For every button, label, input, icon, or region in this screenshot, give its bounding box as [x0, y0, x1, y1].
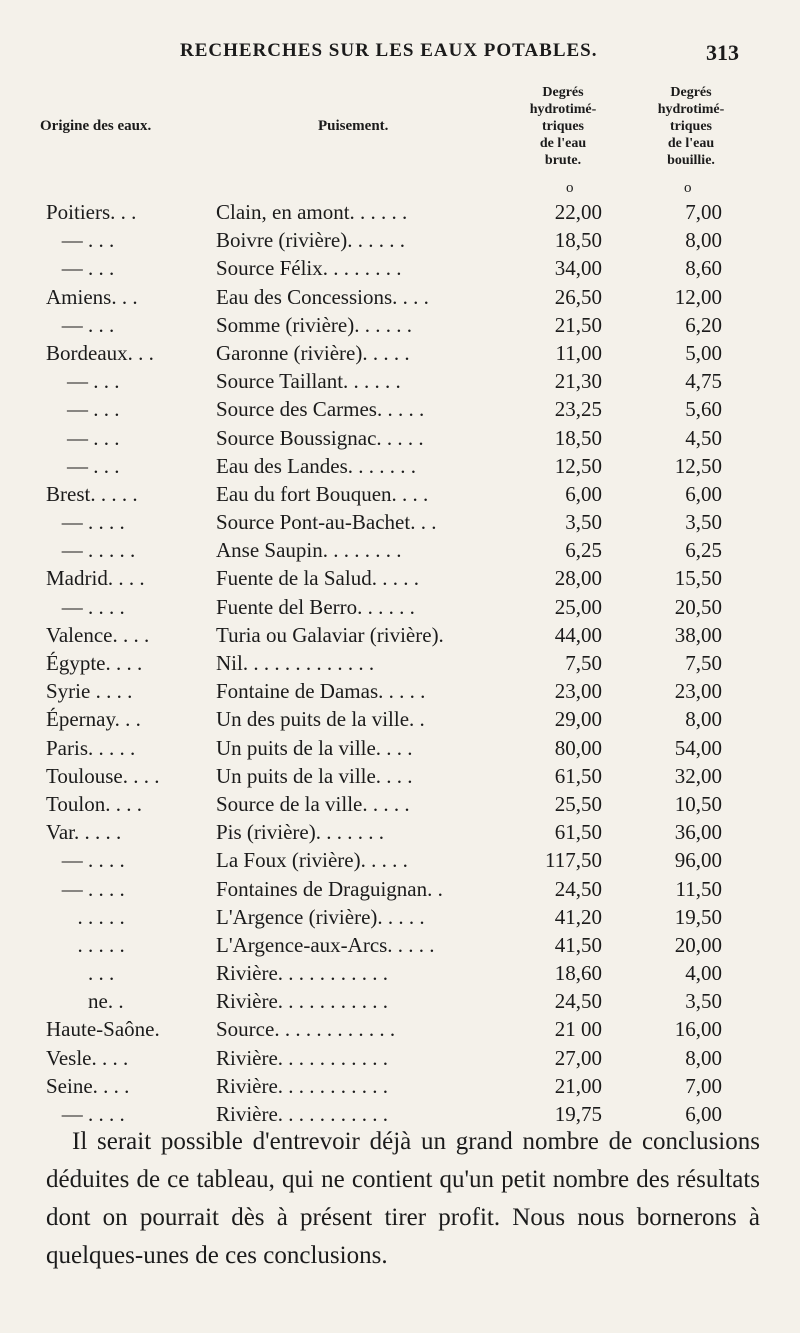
cell-bouillie: 20,00: [674, 932, 722, 957]
cell-origin: . . . . .: [46, 904, 125, 929]
cell-puisement: Source Boussignac. . . . .: [216, 425, 424, 450]
cell-puisement: Rivière. . . . . . . . . . .: [216, 1045, 389, 1070]
cell-bouillie: 4,50: [685, 425, 722, 450]
cell-origin: Seine. . . .: [46, 1073, 130, 1098]
cell-puisement: Turia ou Galaviar (rivière).: [216, 622, 444, 647]
table-row: [0, 987, 800, 1015]
column-header-puisement: Puisement.: [318, 118, 389, 134]
cell-brute: 6,00: [565, 481, 602, 506]
table-row: [0, 790, 800, 818]
cell-puisement: Fuente del Berro. . . . . .: [216, 594, 415, 619]
cell-bouillie: 10,50: [674, 791, 722, 816]
cell-brute: 24,50: [554, 989, 602, 1014]
column-header-bouillie: Degrés hydrotimé- triques de l'eau bouillie.: [657, 85, 725, 168]
cell-origin: Haute-Saône.: [46, 1017, 160, 1042]
cell-brute: 61,50: [554, 820, 602, 845]
table-row: [0, 846, 800, 874]
cell-brute: 11,00: [555, 340, 602, 365]
cell-brute: 3,50: [565, 510, 602, 535]
table-row: [0, 339, 800, 367]
cell-origin: — . . .: [46, 312, 115, 337]
cell-bouillie: 15,50: [674, 566, 722, 591]
cell-bouillie: 3,50: [685, 510, 722, 535]
cell-brute: 23,00: [554, 679, 602, 704]
cell-bouillie: 12,50: [674, 453, 722, 478]
table-row: [0, 903, 800, 931]
cell-brute: 117,50: [545, 848, 602, 873]
cell-puisement: Source Taillant. . . . . .: [216, 369, 401, 394]
cell-brute: 25,50: [554, 791, 602, 816]
cell-origin: Vesle. . . .: [46, 1045, 129, 1070]
table-row: [0, 621, 800, 649]
cell-bouillie: 8,60: [685, 256, 722, 281]
cell-bouillie: 7,00: [685, 1073, 722, 1098]
cell-puisement: Eau du fort Bouquen. . . .: [216, 481, 429, 506]
cell-brute: 80,00: [554, 735, 602, 760]
cell-bouillie: 6,00: [685, 481, 722, 506]
cell-puisement: L'Argence (rivière). . . . .: [216, 904, 425, 929]
running-title: RECHERCHES SUR LES EAUX POTABLES.: [180, 40, 598, 61]
cell-puisement: Fontaine de Damas. . . . .: [216, 679, 426, 704]
column-header-origin: Origine des eaux.: [40, 118, 152, 134]
cell-puisement: Anse Saupin. . . . . . . .: [216, 538, 402, 563]
cell-origin: Brest. . . . .: [46, 481, 138, 506]
degree-symbol-row: [0, 180, 800, 198]
conclusion-paragraph: [46, 1123, 760, 1275]
table-row: [0, 593, 800, 621]
table-row: [0, 959, 800, 987]
cell-brute: 27,00: [554, 1045, 602, 1070]
cell-bouillie: 5,00: [685, 340, 722, 365]
table-row: [0, 705, 800, 733]
cell-brute: 21 00: [554, 1017, 602, 1042]
cell-bouillie: 19,50: [674, 904, 722, 929]
cell-origin: — . . .: [46, 397, 120, 422]
table-row: [0, 734, 800, 762]
cell-origin: Var. . . . .: [46, 820, 122, 845]
degree-symbol-bouillie: o: [684, 180, 692, 196]
cell-brute: 41,20: [554, 904, 602, 929]
table-column-headers: [0, 84, 800, 194]
cell-puisement: Clain, en amont. . . . . .: [216, 200, 408, 224]
cell-brute: 41,50: [554, 932, 602, 957]
cell-puisement: Rivière. . . . . . . . . . .: [216, 961, 389, 986]
cell-bouillie: 8,00: [685, 707, 722, 732]
cell-puisement: Rivière. . . . . . . . . . .: [216, 1102, 389, 1126]
cell-bouillie: 12,00: [674, 284, 722, 309]
table-row: [0, 762, 800, 790]
cell-bouillie: 6,00: [685, 1102, 722, 1126]
cell-puisement: Un puits de la ville. . . .: [216, 763, 413, 788]
cell-puisement: La Foux (rivière). . . . .: [216, 848, 408, 873]
cell-bouillie: 38,00: [674, 622, 722, 647]
table-row: [0, 1072, 800, 1100]
table-row: [0, 452, 800, 480]
cell-origin: Égypte. . . .: [46, 651, 143, 675]
cell-bouillie: 11,50: [675, 876, 722, 901]
cell-brute: 22,00: [554, 200, 602, 224]
cell-brute: 21,30: [554, 369, 602, 394]
cell-brute: 7,50: [565, 651, 602, 675]
cell-bouillie: 23,00: [674, 679, 722, 704]
cell-brute: 26,50: [554, 284, 602, 309]
cell-puisement: Rivière. . . . . . . . . . .: [216, 989, 389, 1014]
cell-origin: — . . .: [46, 228, 115, 253]
cell-puisement: Source des Carmes. . . . .: [216, 397, 425, 422]
cell-puisement: Rivière. . . . . . . . . . .: [216, 1073, 389, 1098]
cell-origin: — . . . .: [46, 510, 125, 535]
cell-puisement: Source Félix. . . . . . . .: [216, 256, 402, 281]
cell-origin: — . . .: [46, 425, 120, 450]
cell-brute: 18,60: [554, 961, 602, 986]
table-row: [0, 875, 800, 903]
cell-puisement: Pis (rivière). . . . . . .: [216, 820, 384, 845]
cell-brute: 29,00: [554, 707, 602, 732]
cell-puisement: Eau des Concessions. . . .: [216, 284, 429, 309]
cell-origin: — . . . .: [46, 848, 125, 873]
cell-origin: Syrie . . . .: [46, 679, 133, 704]
cell-brute: 23,25: [554, 397, 602, 422]
cell-puisement: Un puits de la ville. . . .: [216, 735, 413, 760]
cell-origin: . . . . .: [46, 932, 125, 957]
cell-brute: 21,00: [554, 1073, 602, 1098]
cell-origin: Valence. . . .: [46, 622, 150, 647]
table-row: [0, 508, 800, 536]
table-row: [0, 395, 800, 423]
cell-brute: 44,00: [554, 622, 602, 647]
table-row: [0, 254, 800, 282]
cell-origin: ne. .: [46, 989, 124, 1014]
cell-origin: — . . . .: [46, 876, 125, 901]
cell-origin: Toulon. . . .: [46, 791, 142, 816]
cell-origin: . . .: [46, 961, 115, 986]
cell-origin: Madrid. . . .: [46, 566, 145, 591]
cell-brute: 12,50: [554, 453, 602, 478]
cell-puisement: Eau des Landes. . . . . . .: [216, 453, 417, 478]
cell-puisement: Fuente de la Salud. . . . .: [216, 566, 419, 591]
cell-bouillie: 8,00: [685, 1045, 722, 1070]
table-row: [0, 311, 800, 339]
cell-origin: — . . . .: [46, 594, 125, 619]
page-number: 313: [706, 40, 739, 65]
cell-bouillie: 7,00: [685, 200, 722, 224]
table-row: [0, 818, 800, 846]
cell-origin: Toulouse. . . .: [46, 763, 160, 788]
table-row: [0, 198, 800, 226]
table-row: [0, 1015, 800, 1043]
cell-puisement: Source Pont-au-Bachet. . .: [216, 510, 437, 535]
table-row: [0, 564, 800, 592]
cell-bouillie: 3,50: [685, 989, 722, 1014]
cell-puisement: Source. . . . . . . . . . . .: [216, 1017, 396, 1042]
cell-origin: — . . .: [46, 369, 120, 394]
table-row: [0, 367, 800, 395]
table-row: [0, 226, 800, 254]
cell-puisement: Fontaines de Draguignan. .: [216, 876, 443, 901]
column-header-brute: Degrés hydrotimé- triques de l'eau brute.: [529, 85, 597, 168]
cell-puisement: Nil. . . . . . . . . . . . .: [216, 651, 375, 675]
cell-brute: 19,75: [554, 1102, 602, 1126]
cell-puisement: Garonne (rivière). . . . .: [216, 340, 410, 365]
cell-origin: Poitiers. . .: [46, 200, 137, 224]
table-row: [0, 649, 800, 677]
cell-puisement: Source de la ville. . . . .: [216, 791, 410, 816]
table-row: [0, 480, 800, 508]
cell-origin: Paris. . . . .: [46, 735, 136, 760]
cell-origin: Amiens. . .: [46, 284, 138, 309]
cell-brute: 18,50: [554, 228, 602, 253]
cell-bouillie: 8,00: [685, 228, 722, 253]
table-row: [0, 1044, 800, 1072]
cell-bouillie: 5,60: [685, 397, 722, 422]
table-row: [0, 931, 800, 959]
cell-bouillie: 7,50: [685, 651, 722, 675]
cell-origin: Bordeaux. . .: [46, 340, 154, 365]
conclusion-text: Il serait possible d'entrevoir déjà un grand nombre de conclusions déduites de ce tableau, qui ne contient qu'un petit nombre des résultats dont on pourrait dès à présent tirer profit. Nous nous bornerons à quelques-unes de ces conclusions.: [46, 1128, 760, 1269]
cell-brute: 61,50: [554, 763, 602, 788]
table-row: [0, 283, 800, 311]
water-table: [0, 198, 800, 1128]
cell-origin: — . . . . .: [46, 538, 136, 563]
cell-brute: 24,50: [554, 876, 602, 901]
cell-bouillie: 6,25: [685, 538, 722, 563]
cell-brute: 6,25: [565, 538, 602, 563]
cell-puisement: Un des puits de la ville. .: [216, 707, 425, 732]
cell-puisement: Boivre (rivière). . . . . .: [216, 228, 405, 253]
cell-bouillie: 16,00: [674, 1017, 722, 1042]
degree-symbol-brute: o: [566, 180, 574, 196]
cell-brute: 18,50: [554, 425, 602, 450]
cell-bouillie: 96,00: [674, 848, 722, 873]
cell-brute: 21,50: [554, 312, 602, 337]
cell-brute: 34,00: [554, 256, 602, 281]
cell-bouillie: 20,50: [674, 594, 722, 619]
table-row: [0, 677, 800, 705]
cell-origin: Épernay. . .: [46, 707, 141, 732]
cell-origin: — . . .: [46, 453, 120, 478]
cell-puisement: L'Argence-aux-Arcs. . . . .: [216, 932, 435, 957]
cell-bouillie: 54,00: [674, 735, 722, 760]
running-head: [0, 40, 800, 80]
cell-brute: 25,00: [554, 594, 602, 619]
cell-bouillie: 36,00: [674, 820, 722, 845]
cell-origin: — . . . .: [46, 1102, 125, 1126]
table-row: [0, 536, 800, 564]
table-row: [0, 424, 800, 452]
cell-bouillie: 6,20: [685, 312, 722, 337]
cell-puisement: Somme (rivière). . . . . .: [216, 312, 412, 337]
cell-origin: — . . .: [46, 256, 115, 281]
cell-bouillie: 4,75: [685, 369, 722, 394]
cell-bouillie: 32,00: [674, 763, 722, 788]
cell-bouillie: 4,00: [685, 961, 722, 986]
cell-brute: 28,00: [554, 566, 602, 591]
